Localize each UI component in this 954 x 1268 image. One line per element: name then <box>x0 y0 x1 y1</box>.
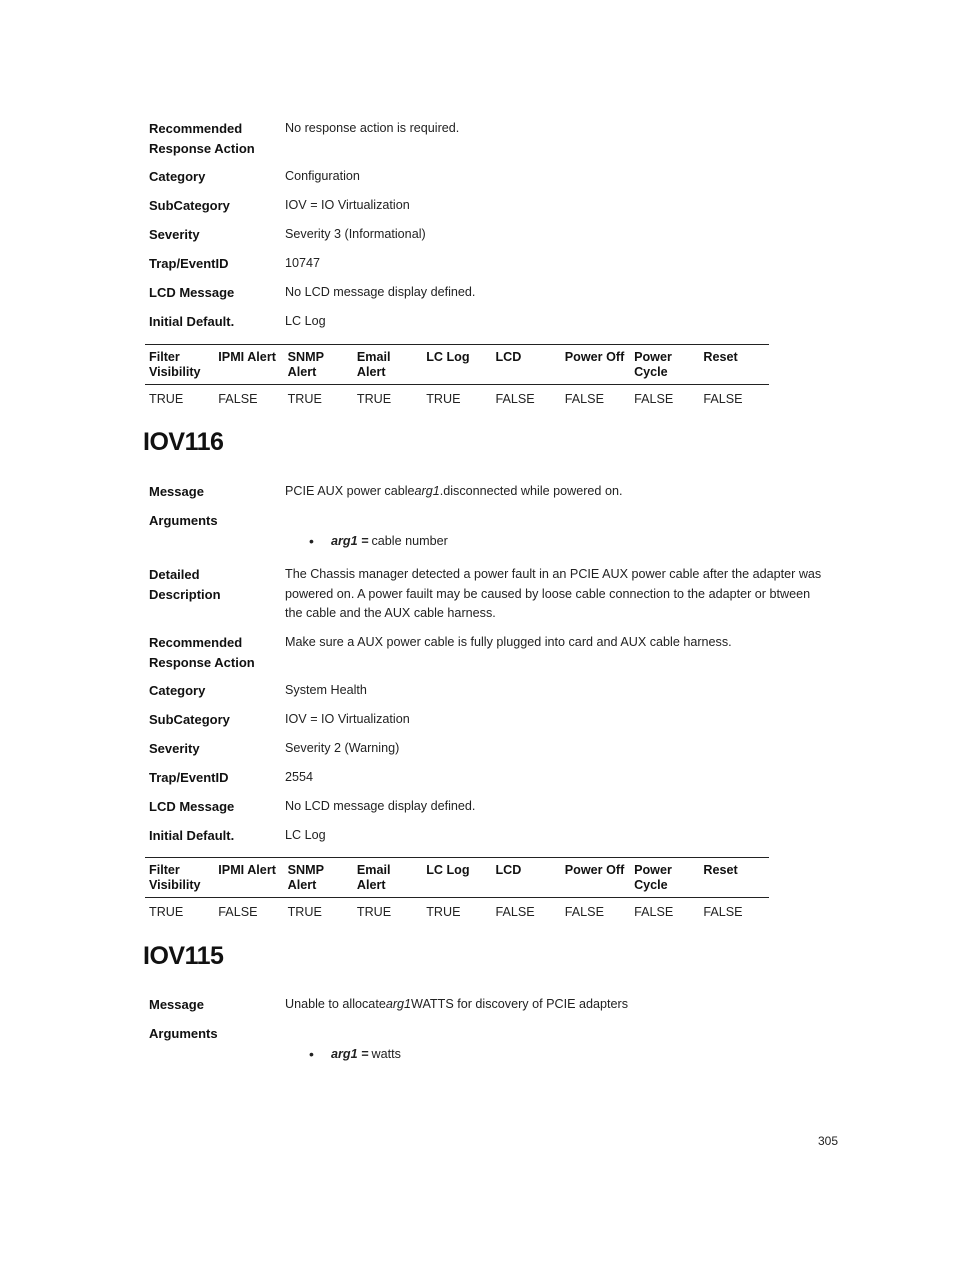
field-row <box>149 167 829 196</box>
field-value: IOV = IO Virtualization <box>285 198 410 212</box>
bullet-icon: • <box>309 533 314 549</box>
field-label: Detailed Description <box>149 567 221 602</box>
table-cell: TRUE <box>356 905 392 919</box>
field-row <box>149 565 829 633</box>
field-label: Initial Default. <box>149 314 235 329</box>
header-cell: Email Alert <box>356 863 391 892</box>
field-label: Arguments <box>149 1026 218 1041</box>
filter-table <box>145 857 769 926</box>
field-label: Category <box>149 169 206 184</box>
field-value: No LCD message display defined. <box>285 799 476 813</box>
field-value: 2554 <box>285 770 314 784</box>
field-label: Message <box>149 997 204 1012</box>
bullet-icon: • <box>309 1046 314 1062</box>
header-cell: IPMI Alert <box>218 863 276 877</box>
field-row <box>149 995 829 1024</box>
field-label: Category <box>149 683 206 698</box>
field-label: Recommended Response Action <box>149 121 255 156</box>
field-label: Severity <box>149 741 200 756</box>
field-row <box>149 225 829 254</box>
field-row <box>149 119 829 167</box>
field-value: Severity 2 (Warning) <box>285 741 400 755</box>
field-value: Unable to allocatearg1WATTS for discovery of PCIE adapters <box>285 997 629 1011</box>
table-cell: FALSE <box>495 905 535 919</box>
table-cell: FALSE <box>703 905 743 919</box>
header-cell: Reset <box>703 863 738 877</box>
field-value: 10747 <box>285 256 321 270</box>
field-row <box>149 768 829 797</box>
header-cell: LCD <box>495 350 522 364</box>
table-header-row <box>145 858 769 897</box>
filter-table <box>145 344 769 413</box>
field-row <box>149 511 829 565</box>
header-cell: Filter Visibility <box>149 350 201 379</box>
argument-bullet: • arg1 = cable number <box>285 532 829 552</box>
table-cell: FALSE <box>564 392 604 406</box>
field-value: Severity 3 (Informational) <box>285 227 426 241</box>
field-label: SubCategory <box>149 712 230 727</box>
iov115-fields <box>149 995 829 1078</box>
table-row <box>145 898 769 926</box>
table-cell: FALSE <box>218 392 258 406</box>
field-value <box>285 1024 829 1065</box>
header-cell: Reset <box>703 350 738 364</box>
field-value: Configuration <box>285 169 360 183</box>
table-cell: FALSE <box>703 392 743 406</box>
field-label: SubCategory <box>149 198 230 213</box>
field-label: LCD Message <box>149 799 235 814</box>
header-cell: Power Off <box>564 350 625 364</box>
field-row <box>149 196 829 225</box>
section-heading-iov115: IOV115 <box>143 942 224 970</box>
table-cell: FALSE <box>495 392 535 406</box>
field-row <box>149 283 829 312</box>
field-label: Trap/EventID <box>149 770 229 785</box>
field-value: The Chassis manager detected a power fault in an PCIE AUX power cable after the adapter was powered on. A power fauilt may be caused by loose cable connection to the adapter or btween the cable and the AUX cable harness. <box>285 567 822 620</box>
header-cell: Power Off <box>564 863 625 877</box>
table-cell: TRUE <box>149 905 184 919</box>
page-number: 305 <box>818 1134 839 1148</box>
field-row <box>149 1024 829 1078</box>
field-row <box>149 312 829 341</box>
field-row <box>149 739 829 768</box>
table-cell: TRUE <box>287 392 322 406</box>
table-cell: TRUE <box>426 905 461 919</box>
field-row <box>149 681 829 710</box>
header-cell: LC Log <box>426 350 470 364</box>
table-cell: TRUE <box>287 905 322 919</box>
table-row <box>145 385 769 413</box>
table-cell: FALSE <box>634 392 674 406</box>
field-label: Initial Default. <box>149 828 235 843</box>
field-row <box>149 482 829 511</box>
field-row <box>149 710 829 739</box>
field-value: Make sure a AUX power cable is fully plugged into card and AUX cable harness. <box>285 635 732 649</box>
field-value: LC Log <box>285 828 326 842</box>
field-row <box>149 254 829 283</box>
field-row <box>149 797 829 826</box>
header-cell: Power Cycle <box>634 350 672 379</box>
field-label: Trap/EventID <box>149 256 229 271</box>
header-cell: LC Log <box>426 863 470 877</box>
table-cell: FALSE <box>634 905 674 919</box>
header-cell: Power Cycle <box>634 863 672 892</box>
top-fields <box>149 119 829 341</box>
field-value: LC Log <box>285 314 326 328</box>
table-cell: TRUE <box>149 392 184 406</box>
header-cell: SNMP Alert <box>287 350 324 379</box>
field-value <box>285 511 829 552</box>
header-cell: IPMI Alert <box>218 350 276 364</box>
header-cell: Filter Visibility <box>149 863 201 892</box>
table-cell: FALSE <box>564 905 604 919</box>
table-header-row <box>145 345 769 384</box>
section-heading-iov116: IOV116 <box>143 428 224 456</box>
field-value: No LCD message display defined. <box>285 285 476 299</box>
field-row <box>149 826 829 855</box>
field-value: No response action is required. <box>285 121 460 135</box>
header-cell: LCD <box>495 863 522 877</box>
table-cell: TRUE <box>426 392 461 406</box>
field-label: Severity <box>149 227 200 242</box>
iov116-fields <box>149 482 829 855</box>
field-value: System Health <box>285 683 367 697</box>
field-label: LCD Message <box>149 285 235 300</box>
field-value: IOV = IO Virtualization <box>285 712 410 726</box>
field-label: Message <box>149 484 204 499</box>
header-cell: Email Alert <box>356 350 391 379</box>
field-row <box>149 633 829 681</box>
header-cell: SNMP Alert <box>287 863 324 892</box>
table-cell: FALSE <box>218 905 258 919</box>
field-label: Arguments <box>149 513 218 528</box>
table-cell: TRUE <box>356 392 392 406</box>
field-value: PCIE AUX power cablearg1.disconnected while powered on. <box>285 484 623 498</box>
field-label: Recommended Response Action <box>149 635 255 670</box>
argument-bullet: • arg1 = watts <box>285 1045 829 1065</box>
